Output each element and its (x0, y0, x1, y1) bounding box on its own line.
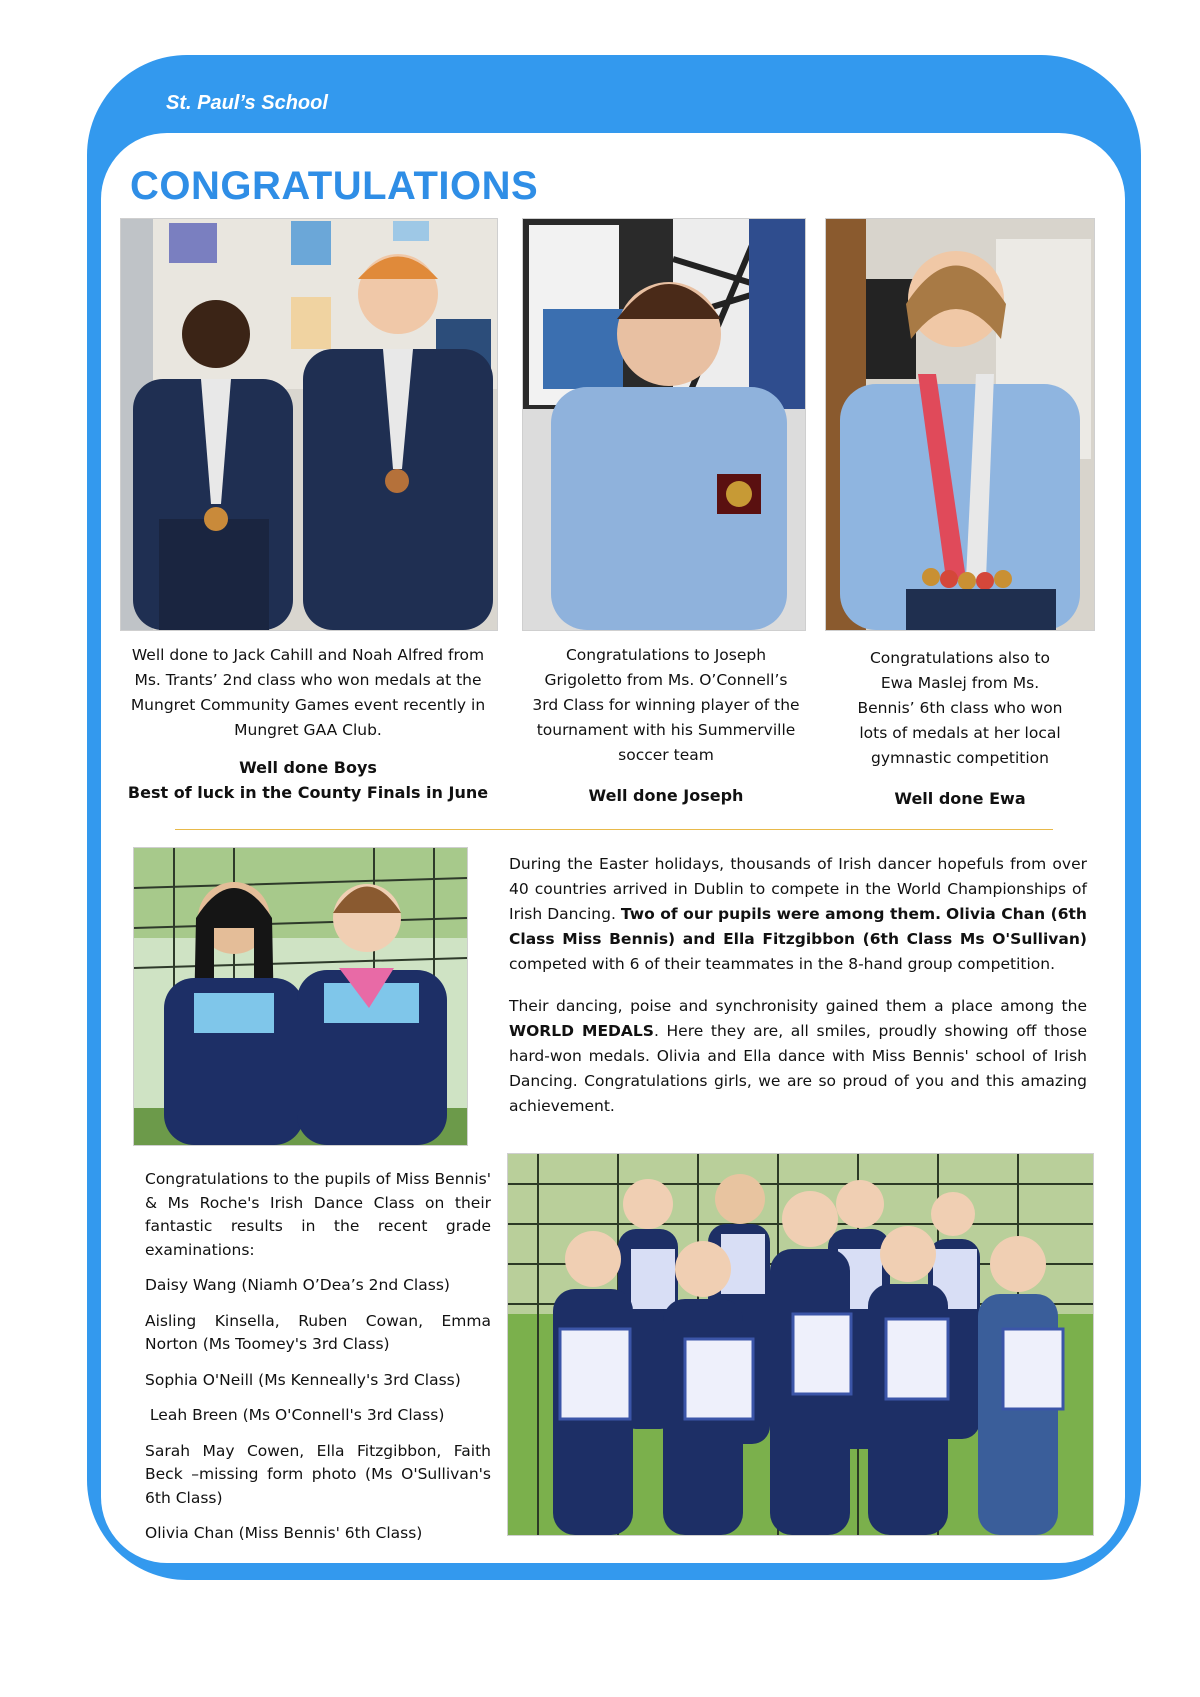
school-name: St. Paul’s School (166, 92, 328, 114)
dance-p2-c: . Here they are, all smiles, proudly showing off those hard-won medals. Olivia and Ella dance with Miss Bennis' school of Irish Dancing. Congratulations girls, we are so proud of you and this amazing achievement. (509, 1022, 1087, 1115)
caption-boys-bold-1: Well done Boys (239, 758, 377, 777)
photo-girls-dance-medals (133, 847, 468, 1146)
dance-p2-b: WORLD MEDALS (509, 1022, 654, 1040)
caption-boys-text: Well done to Jack Cahill and Noah Alfred from Ms. Trants’ 2nd class who won medals at the Mungret Community Games event recently in Mungret GAA Club. (130, 646, 486, 739)
caption-joseph-text: Congratulations to Joseph Grigoletto from Ms. O’Connell’s 3rd Class for winning player of the tournament with his Summerville soccer team (532, 646, 800, 764)
grade-item: Sarah May Cowen, Ella Fitzgibbon, Faith Beck –missing form photo (Ms O'Sullivan's 6th Class) (145, 1441, 491, 1507)
caption-joseph-bold: Well done Joseph (588, 786, 744, 805)
dance-p1-c: Olivia Chan (6th Class Miss Bennis) and Ella Fitzgibbon (6th Class Ms O'Sullivan) (509, 905, 1087, 948)
photo-boy-medal-box (522, 218, 806, 631)
caption-ewa-bold: Well done Ewa (894, 789, 1026, 808)
grade-item: Daisy Wang (Niamh O’Dea’s 2nd Class) (145, 1276, 450, 1294)
dance-p1-a: During the Easter holidays, thousands of Irish dancer hopefuls from over 40 countries arrived in Dublin to compete in the World Championships of Irish Dancing. (509, 855, 1087, 923)
caption-joseph (532, 643, 800, 808)
photo-group-certificates (507, 1153, 1094, 1536)
grade-item: Aisling Kinsella, Ruben Cowan, Emma Norton (Ms Toomey's 3rd Class) (145, 1311, 491, 1353)
dance-p2-a: Their dancing, poise and synchronisity gained them a place among the (509, 997, 1087, 1015)
caption-boys (124, 643, 492, 805)
dance-paragraph-1 (509, 852, 1087, 977)
grade-item: Olivia Chan (Miss Bennis' 6th Class) (145, 1524, 423, 1542)
grade-item: Leah Breen (Ms O'Connell's 3rd Class) (145, 1406, 445, 1424)
photo-boys-medals (120, 218, 498, 631)
caption-ewa-text: Congratulations also to Ewa Maslej from Ms. Bennis’ 6th class who won lots of medals at her local gymnastic competition (857, 649, 1063, 767)
caption-ewa (854, 646, 1066, 811)
dance-p1-d: competed with 6 of their teammates in the 8-hand group competition. (509, 955, 1056, 973)
section-divider (175, 829, 1053, 830)
dance-paragraph-2 (509, 994, 1087, 1119)
photo-girl-gymnastic-medals (825, 218, 1095, 631)
page-title: CONGRATULATIONS (130, 164, 539, 208)
grade-results-list (145, 1168, 491, 1558)
dance-p1-b: Two of our pupils were among them. (620, 905, 941, 923)
grades-intro: Congratulations to the pupils of Miss Bennis' & Ms Roche's Irish Dance Class on their fantastic results in the recent grade examinations: (145, 1170, 491, 1259)
grade-item: Sophia O'Neill (Ms Kenneally's 3rd Class) (145, 1370, 461, 1389)
caption-boys-bold-2: Best of luck in the County Finals in June (127, 783, 489, 802)
